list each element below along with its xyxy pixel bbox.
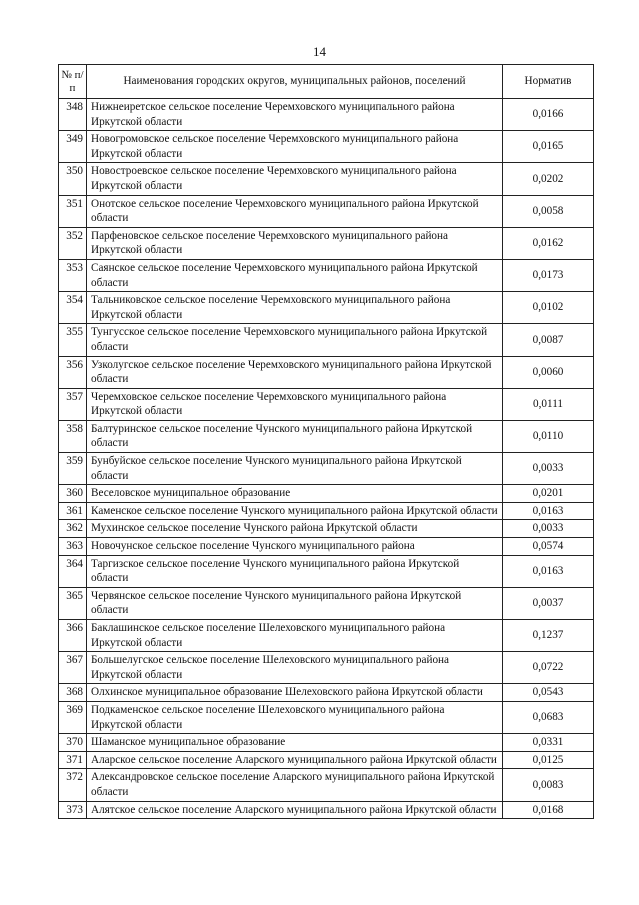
row-name: Бунбуйское сельское поселение Чунского муниципального района Иркутской области: [87, 453, 503, 485]
row-name: Червянское сельское поселение Чунского муниципального района Иркутской области: [87, 587, 503, 619]
table-row: [59, 356, 594, 388]
row-number: 365: [59, 587, 87, 619]
row-value: 0,0102: [503, 292, 594, 324]
page-number: 14: [313, 44, 326, 59]
row-value: 0,0331: [503, 734, 594, 752]
row-name: Аларское сельское поселение Аларского муниципального района Иркутской области: [87, 751, 503, 769]
table-header-row: [59, 65, 594, 99]
norms-table: [58, 64, 594, 819]
table-row: [59, 292, 594, 324]
row-value: 0,0083: [503, 769, 594, 801]
row-value: 0,0060: [503, 356, 594, 388]
row-number: 350: [59, 163, 87, 195]
row-number: 366: [59, 620, 87, 652]
row-name: Таргизское сельское поселение Чунского муниципального района Иркутской области: [87, 555, 503, 587]
table-row: [59, 520, 594, 538]
table-row: [59, 502, 594, 520]
row-number: 352: [59, 227, 87, 259]
row-name: Баклашинское сельское поселение Шелеховского муниципального района Иркутской области: [87, 620, 503, 652]
row-name: Тальниковское сельское поселение Черемховского муниципального района Иркутской области: [87, 292, 503, 324]
row-number: 355: [59, 324, 87, 356]
table-row: [59, 420, 594, 452]
row-number: 348: [59, 99, 87, 131]
table-row: [59, 163, 594, 195]
row-name: Новогромовское сельское поселение Черемховского муниципального района Иркутской области: [87, 131, 503, 163]
table-row: [59, 652, 594, 684]
header-name: Наименования городских округов, муниципальных районов, поселений: [87, 65, 503, 99]
row-value: 0,0683: [503, 701, 594, 733]
row-name: Саянское сельское поселение Черемховского муниципального района Иркутской области: [87, 259, 503, 291]
row-value: 0,0574: [503, 538, 594, 556]
table-row: [59, 324, 594, 356]
row-value: 0,1237: [503, 620, 594, 652]
row-number: 363: [59, 538, 87, 556]
row-number: 372: [59, 769, 87, 801]
row-value: 0,0166: [503, 99, 594, 131]
row-name: Подкаменское сельское поселение Шелеховского муниципального района Иркутской области: [87, 701, 503, 733]
row-number: 349: [59, 131, 87, 163]
row-number: 359: [59, 453, 87, 485]
row-value: 0,0202: [503, 163, 594, 195]
table-row: [59, 734, 594, 752]
row-name: Каменское сельское поселение Чунского муниципального района Иркутской области: [87, 502, 503, 520]
row-number: 361: [59, 502, 87, 520]
table-row: [59, 485, 594, 503]
row-value: 0,0163: [503, 502, 594, 520]
header-value: Норматив: [503, 65, 594, 99]
row-name: Новостроевское сельское поселение Черемховского муниципального района Иркутской области: [87, 163, 503, 195]
table-row: [59, 227, 594, 259]
row-number: 364: [59, 555, 87, 587]
row-number: 360: [59, 485, 87, 503]
row-number: 367: [59, 652, 87, 684]
table-row: [59, 538, 594, 556]
row-name: Черемховское сельское поселение Черемховского муниципального района Иркутской области: [87, 388, 503, 420]
table-row: [59, 769, 594, 801]
table-row: [59, 388, 594, 420]
row-name: Олхинское муниципальное образование Шелеховского района Иркутской области: [87, 684, 503, 702]
row-value: 0,0037: [503, 587, 594, 619]
row-value: 0,0058: [503, 195, 594, 227]
row-number: 353: [59, 259, 87, 291]
table-row: [59, 701, 594, 733]
row-value: 0,0163: [503, 555, 594, 587]
row-value: 0,0722: [503, 652, 594, 684]
row-name: Парфеновское сельское поселение Черемховского муниципального района Иркутской области: [87, 227, 503, 259]
row-value: 0,0173: [503, 259, 594, 291]
row-value: 0,0125: [503, 751, 594, 769]
row-name: Большелугское сельское поселение Шелеховского муниципального района Иркутской области: [87, 652, 503, 684]
row-number: 357: [59, 388, 87, 420]
row-name: Тунгусское сельское поселение Черемховского муниципального района Иркутской области: [87, 324, 503, 356]
row-value: 0,0033: [503, 520, 594, 538]
table-row: [59, 99, 594, 131]
row-number: 358: [59, 420, 87, 452]
table-row: [59, 620, 594, 652]
row-number: 356: [59, 356, 87, 388]
table-row: [59, 195, 594, 227]
row-value: 0,0111: [503, 388, 594, 420]
row-name: Шаманское муниципальное образование: [87, 734, 503, 752]
row-name: Нижнеиретское сельское поселение Черемховского муниципального района Иркутской области: [87, 99, 503, 131]
row-name: Балтуринское сельское поселение Чунского муниципального района Иркутской области: [87, 420, 503, 452]
row-name: Онотское сельское поселение Черемховского муниципального района Иркутской области: [87, 195, 503, 227]
row-value: 0,0033: [503, 453, 594, 485]
table-row: [59, 259, 594, 291]
table-row: [59, 555, 594, 587]
table-row: [59, 131, 594, 163]
row-value: 0,0162: [503, 227, 594, 259]
row-value: 0,0201: [503, 485, 594, 503]
row-number: 351: [59, 195, 87, 227]
table-row: [59, 453, 594, 485]
row-name: Алятское сельское поселение Аларского муниципального района Иркутской области: [87, 801, 503, 819]
row-number: 373: [59, 801, 87, 819]
row-value: 0,0110: [503, 420, 594, 452]
row-number: 371: [59, 751, 87, 769]
row-value: 0,0087: [503, 324, 594, 356]
row-name: Мухинское сельское поселение Чунского района Иркутской области: [87, 520, 503, 538]
row-name: Александровское сельское поселение Аларского муниципального района Иркутской области: [87, 769, 503, 801]
row-value: 0,0165: [503, 131, 594, 163]
row-name: Узколугское сельское поселение Черемховского муниципального района Иркутской области: [87, 356, 503, 388]
header-number: № п/п: [59, 65, 87, 99]
row-value: 0,0543: [503, 684, 594, 702]
row-number: 369: [59, 701, 87, 733]
row-name: Новочунское сельское поселение Чунского муниципального района: [87, 538, 503, 556]
row-name: Веселовское муниципальное образование: [87, 485, 503, 503]
table-row: [59, 801, 594, 819]
table-row: [59, 587, 594, 619]
row-number: 368: [59, 684, 87, 702]
row-number: 370: [59, 734, 87, 752]
row-number: 362: [59, 520, 87, 538]
table-row: [59, 751, 594, 769]
table-row: [59, 684, 594, 702]
row-value: 0,0168: [503, 801, 594, 819]
row-number: 354: [59, 292, 87, 324]
